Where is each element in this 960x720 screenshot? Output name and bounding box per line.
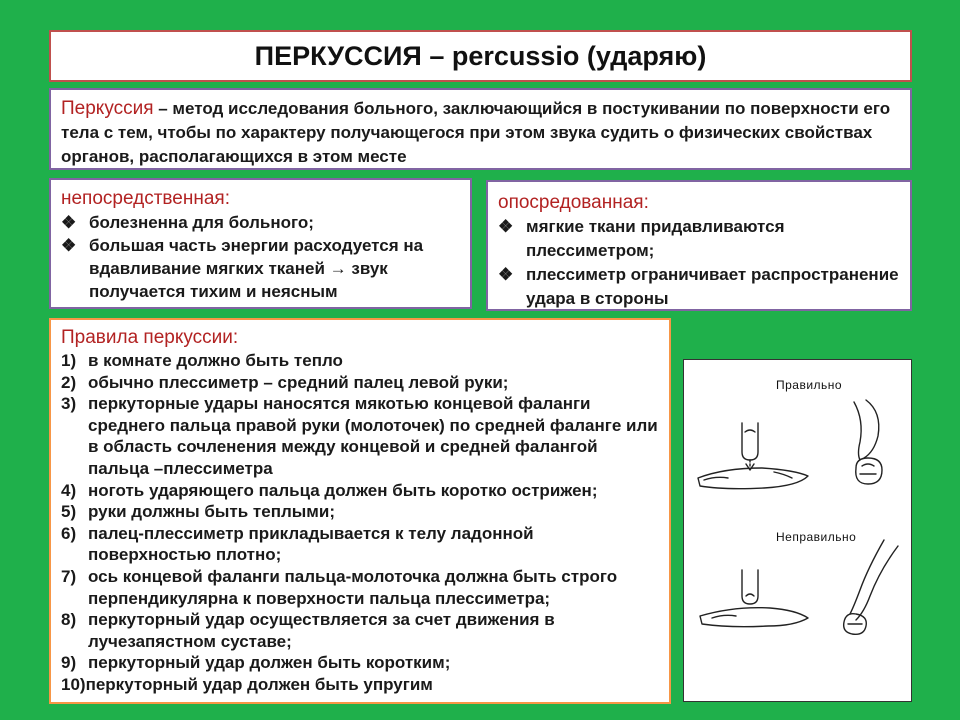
list-item	[61, 211, 460, 234]
list-item	[498, 215, 900, 263]
rule-number: 5)	[61, 502, 77, 522]
label-incorrect: Неправильно	[776, 530, 857, 544]
rule-number: 9)	[61, 653, 77, 673]
list-item-text: большая часть энергии расходуется на вдавливание мягких тканей → звук получается тихим и неясным	[89, 236, 424, 301]
rule-text: ось концевой фаланги пальца-молоточка должна быть строго перпендикулярна к поверхности пальца плессиметра;	[88, 566, 618, 608]
direct-percussion-heading: непосредственная:	[61, 188, 230, 209]
rule-item	[61, 350, 659, 372]
rule-item	[61, 609, 659, 652]
list-item	[61, 234, 460, 303]
rule-item	[61, 372, 659, 394]
direct-percussion-box	[49, 178, 472, 309]
rule-item	[61, 523, 659, 566]
definition-text: – метод исследования больного, заключающийся в постукивании по поверхности его тела с тем, чтобы по характеру получающегося при этом звука судить о физических свойствах органов, располагающихся в этом месте	[61, 99, 891, 166]
rule-item	[61, 652, 659, 674]
rule-number: 7)	[61, 566, 77, 586]
rule-text: перкуторные удары наносятся мякотью концевой фаланги среднего пальца правой руки (молоточек) по средней фаланге или в область сочленения между концевой и средней фалангой пальца –плессиметра	[88, 394, 658, 478]
diamond-bullet-icon: ❖	[61, 236, 77, 255]
label-correct: Правильно	[776, 378, 843, 392]
rule-number: 6)	[61, 523, 77, 543]
indirect-percussion-heading: опосредованная:	[498, 192, 649, 213]
rule-text: ноготь ударяющего пальца должен быть коротко острижен;	[88, 480, 598, 500]
diamond-bullet-icon: ❖	[61, 213, 77, 232]
rule-text: в комнате должно быть тепло	[88, 351, 343, 370]
list-item-text: мягкие ткани придавливаются плессиметром;	[526, 217, 785, 260]
slide-title	[49, 30, 912, 82]
rule-number: 4)	[61, 480, 77, 500]
indirect-percussion-list	[498, 215, 900, 311]
rule-text: перкуторный удар должен быть упругим	[85, 674, 433, 694]
rule-text: руки должны быть теплыми;	[88, 502, 335, 522]
rule-item	[61, 674, 659, 696]
rule-text: перкуторный удар должен быть коротким;	[88, 653, 451, 673]
rule-item	[61, 480, 659, 502]
rule-number: 3)	[61, 394, 77, 414]
rule-number: 10)	[61, 674, 86, 694]
list-item-text: болезненна для больного;	[89, 213, 314, 232]
diamond-bullet-icon: ❖	[498, 217, 514, 236]
percussion-technique-illustration	[683, 359, 912, 702]
diamond-bullet-icon: ❖	[498, 265, 514, 284]
direct-percussion-list	[61, 211, 460, 303]
rule-text: палец-плессиметр прикладывается к телу ладонной поверхностью плотно;	[88, 523, 534, 565]
rule-text: перкуторный удар осуществляется за счет движения в лучезапястном суставе;	[88, 610, 555, 651]
rule-number: 1)	[61, 351, 77, 370]
rule-text: обычно плессиметр – средний палец левой руки;	[88, 372, 509, 392]
definition-box	[49, 88, 912, 170]
percussion-rules-box	[49, 318, 671, 704]
indirect-percussion-box	[486, 180, 912, 311]
rule-number: 8)	[61, 610, 77, 630]
list-item	[498, 263, 900, 311]
rule-number: 2)	[61, 372, 77, 392]
slide-title-text: ПЕРКУССИЯ – percussio (ударяю)	[254, 40, 707, 71]
rule-item	[61, 393, 659, 479]
percussion-rules-list	[61, 350, 659, 696]
percussion-rules-heading: Правила перкуссии:	[61, 327, 239, 348]
definition-term: Перкуссия	[61, 98, 154, 119]
rule-item	[61, 566, 659, 609]
list-item-text: плессиметр ограничивает распространение удара в стороны	[526, 265, 899, 308]
rule-item	[61, 501, 659, 523]
